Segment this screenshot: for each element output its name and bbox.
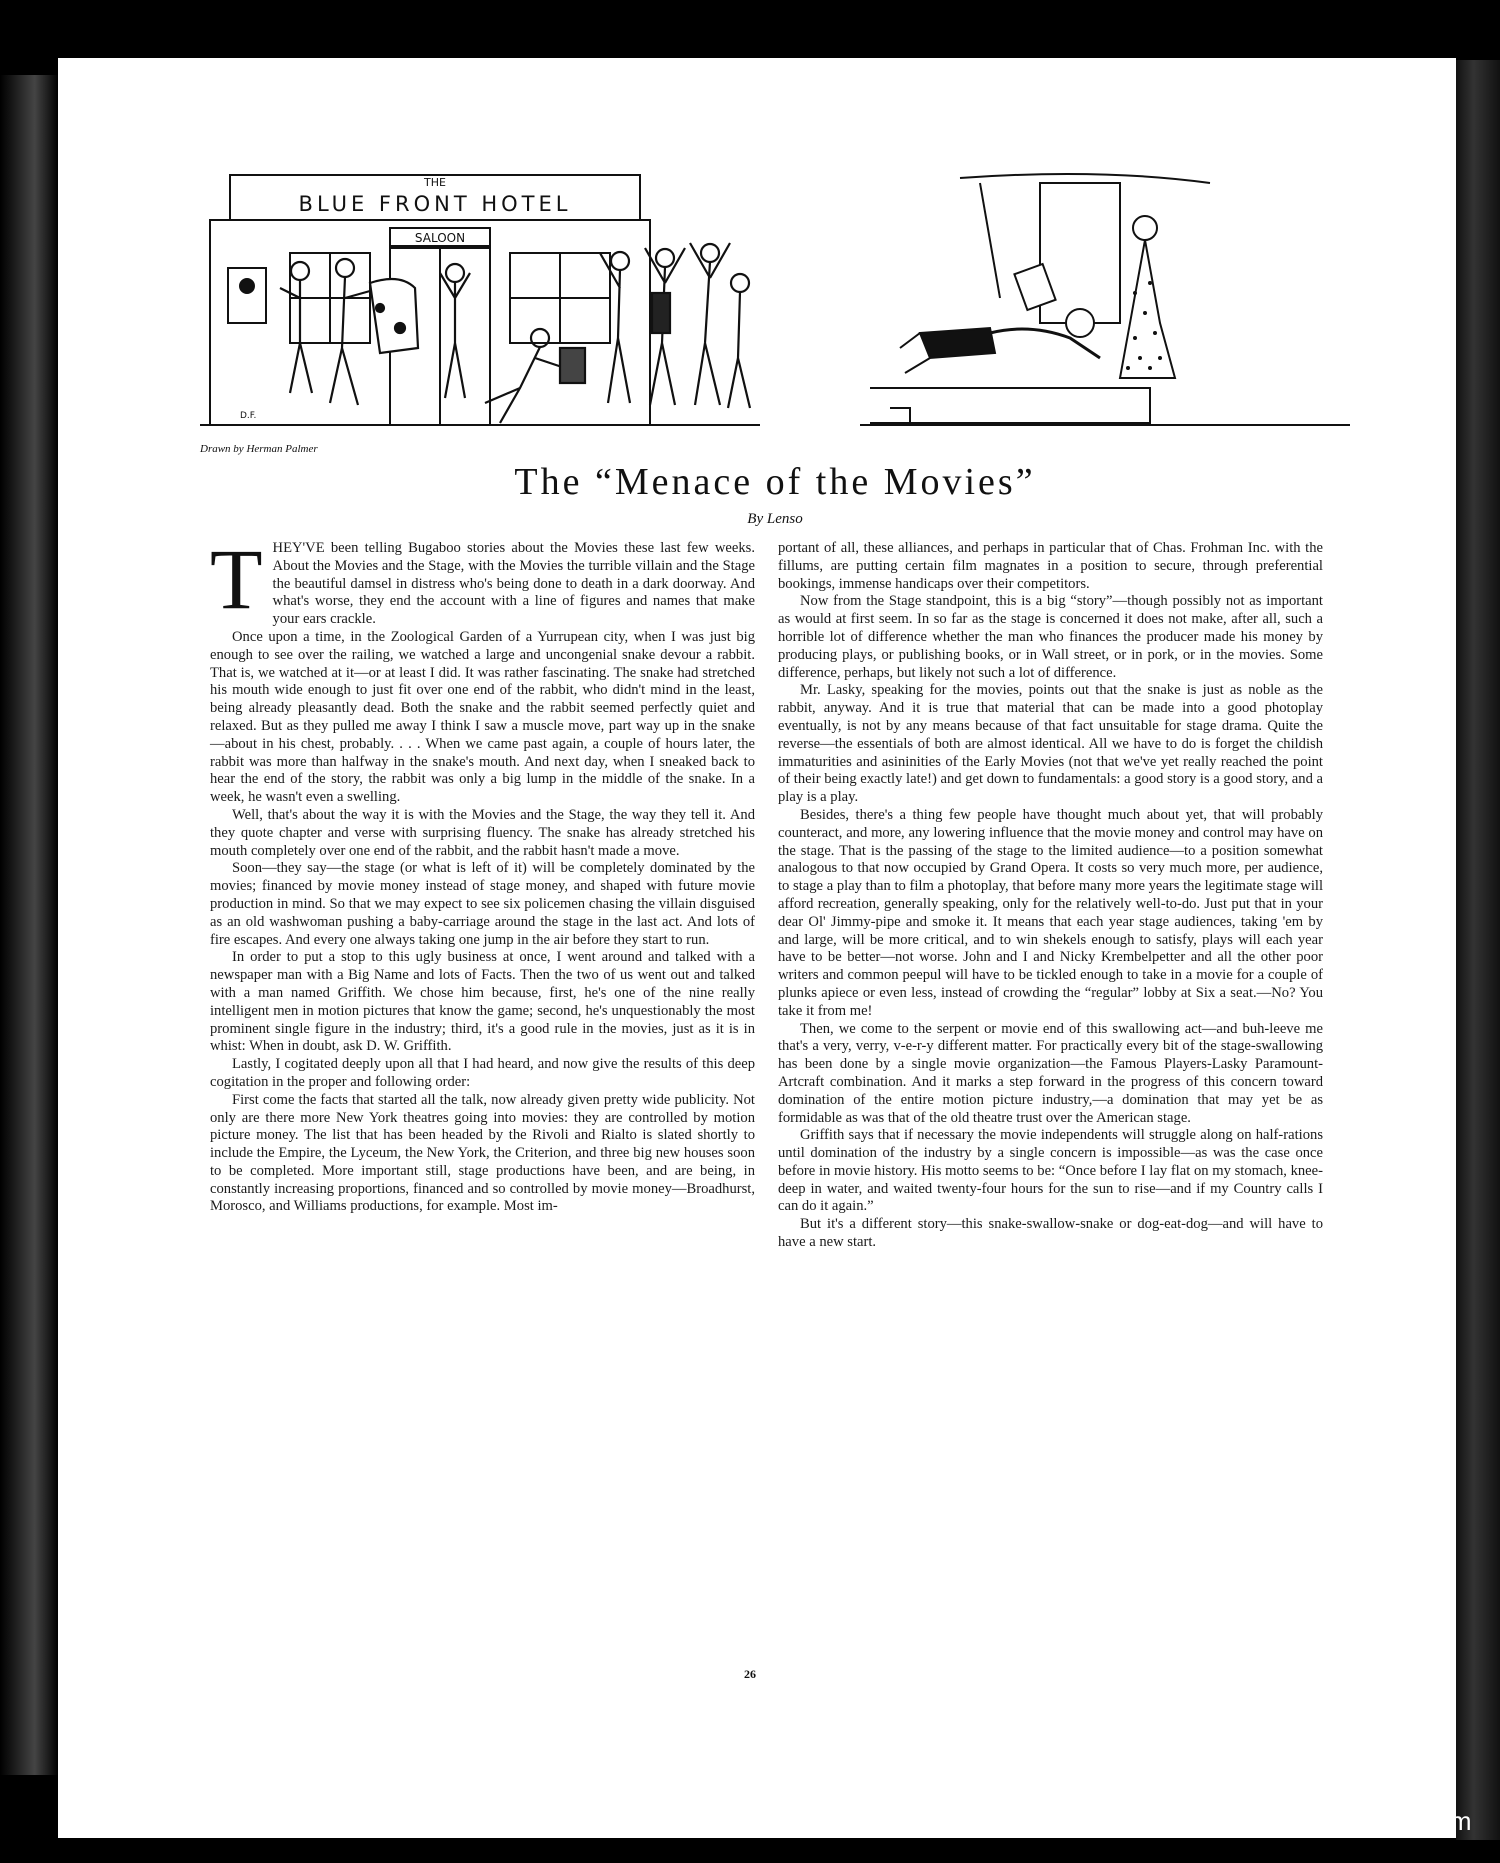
book-right-edge (1456, 60, 1500, 1840)
book-left-edge (0, 75, 58, 1775)
article-paragraph: Well, that's about the way it is with the Movies and the Stage, the way they tell it. And they quote chapter and verse with surprising fluency. The snake has already stretched his mouth completely over one end of the rabbit, and the rabbit hasn't made a move. (210, 806, 755, 859)
artist-initials: D.F. (240, 411, 257, 421)
article-paragraph: THEY'VE been telling Bugaboo stories about the Movies these last few weeks. About the Movies and the Stage, with the Movies the turrible villain and the Stage the beautiful damsel in distress who's being done to death in a dark doorway. And what's worse, they end the account with a line of figures and names that make your ears crackle. (210, 531, 755, 628)
article-column-right (778, 540, 1323, 1252)
cartoon-illustration (200, 173, 1350, 438)
article-column-left (210, 531, 755, 1216)
article-paragraph: Soon—they say—the stage (or what is left of it) will be completely dominated by the movies; financed by movie money instead of stage money, and shaped with future movie production in mind. So that we may expect to see six policemen chasing the villain disguised as an old washwoman pushing a baby-carriage around the stage in the last act. And lots of fire escapes. And every one always taking one jump in the air before they start to run. (210, 860, 755, 948)
article-paragraph: Mr. Lasky, speaking for the movies, points out that the snake is just as noble as the rabbit, anyway. And it is true that material that can be made into a good photoplay eventually, is not by any means because of that fact unsuitable for stage drama. Quite the reverse—the essentials of both are almost identical. All we have to do is forget the childish immaturities and asininities of the Early Movies (not that we've yet really reached the point of their being exactly late!) and get down to fundamentals: a good story is a good story, and a play is a play. (778, 682, 1323, 806)
article-paragraph: But it's a different story—this snake-swallow-snake or dog-eat-dog—and will have to have a new start. (778, 1216, 1323, 1251)
article-paragraph: Griffith says that if necessary the movie independents will struggle along on half-rations until domination of the industry by a single concern is impossible—as was the case once before in movie history. His motto seems to be: “Once before I lay flat on my stomach, knee-deep in water, and waited twenty-four hours for the sun to rise—and if my Country calls I can do it again.” (778, 1127, 1323, 1215)
page-number: 26 (744, 1667, 756, 1681)
article-paragraph: Besides, there's a thing few people have thought much about yet, that will probably counteract, and more, any lowering influence that the movie money and control may have on the stage. That is the passing of the stage to the limited audience—to a position somewhat analogous to that now occupied by Grand Opera. It costs so very much more, per audience, to stage a play than to film a photoplay, that before many more years the legitimate stage will afford recreation, generally speaking, only for the relatively well-to-do. Just put that in your dear Ol' Jimmy-pipe and smoke it. It means that each year stage audiences, taking 'em by and large, will be more critical, and to win shekels enough to satisfy, plays will each year have to be better—not worse. John and I and Nicky Krembelpetter and all the other poor writers and common peepul will have to be tickled enough to take in a movie for a couple of plunks apiece or even less, instead of crowding the “regular” lobby at Six a seat.—No? You take it from me! (778, 806, 1323, 1019)
article-paragraph: Then, we come to the serpent or movie end of this swallowing act—and buh-leeve me that's a very, verry, v-e-r-y different matter. For practically every bit of the stage-swallowing has been done by a single movie organization—the Famous Players-Lasky Paramount-Artcraft combination. And it marks a step forward in the progress of this concern toward domination of the entire motion picture industry,—a domination that may yet be as formidable as was that of the old theatre trust over the American stage. (778, 1020, 1323, 1126)
article-paragraph: In order to put a stop to this ugly business at once, I went around and talked with a newspaper man with a Big Name and lots of Facts. Then the two of us went out and talked with a man named Griffith. We chose him because, first, he's one of the nine really intelligent men in motion pictures that know the game; second, he's unquestionably the most prominent single figure in the industry; third, it's a good rule in the movies, just as it is in whist: When in doubt, ask D. W. Griffith. (210, 949, 755, 1055)
drop-cap: T (210, 531, 263, 627)
watermark: comicbooks.com (1271, 1806, 1472, 1836)
article-byline: By Lenso (747, 511, 803, 527)
article-paragraph: portant of all, these alliances, and perhaps in particular that of Chas. Frohman Inc. with the fillums, are putting certain film magnates in a position to secure, through preferential bookings, immense handicaps over their competitors. (778, 540, 1323, 592)
article-paragraph: Once upon a time, in the Zoological Garden of a Yurrupean city, when I was just big enough to see over the railing, we watched a large and uncongenial snake devour a rabbit. That is, we watched at it—or at least I did. It was rather fascinating. The snake had stretched his mouth wide enough to just fit over one end of the rabbit, who didn't mind in the least, being already pleasantly dead. Both the snake and the rabbit seemed perfectly quiet and relaxed. But as they pulled me away I think I saw a muscle move, part way up in the snake —about in his chest, probably. . . . When we came past again, a couple of hours later, the rabbit was more than halfway in the snake's mouth. And next day, when I sneaked back to hear the end of the story, the rabbit was only a big lump in the middle of the snake. In a week, he wasn't even a swelling. (210, 628, 755, 806)
article-title: The “Menace of the Movies” (514, 461, 1036, 503)
article-paragraph: First come the facts that started all the talk, now already given pretty wide publicity. Not only are there more New York theatres going into movies: they are controlled by motion picture money. The list that has been headed by the Rivoli and Rialto is slated shortly to include the Empire, the Lyceum, the New York, the Criterion, and three big new houses soon to be completed. More important still, stage productions have been, and are being, in constantly increasing proportions, financed and so controlled by movie money—Broadhurst, Morosco, and Williams productions, for example. Most im- (210, 1091, 755, 1215)
sign-hotel: BLUE FRONT HOTEL (298, 192, 572, 216)
article-paragraph: Lastly, I cogitated deeply upon all that I had heard, and now give the results of this deep cogitation in the proper and following order: (210, 1056, 755, 1090)
sign-saloon: SALOON (414, 231, 466, 245)
illustration-credit: Drawn by Herman Palmer (200, 443, 318, 455)
article-paragraph: Now from the Stage standpoint, this is a big “story”—though possibly not as important as would at first seem. In so far as the stage is concerned it does not make, after all, such a horrible lot of difference whether the man who finances the producer made his money by producing plays, or publishing books, or in Wall street, or in pork, or in the movies. Some difference, perhaps, but likely not such a lot of difference. (778, 593, 1323, 681)
sign-the: THE (424, 176, 446, 189)
